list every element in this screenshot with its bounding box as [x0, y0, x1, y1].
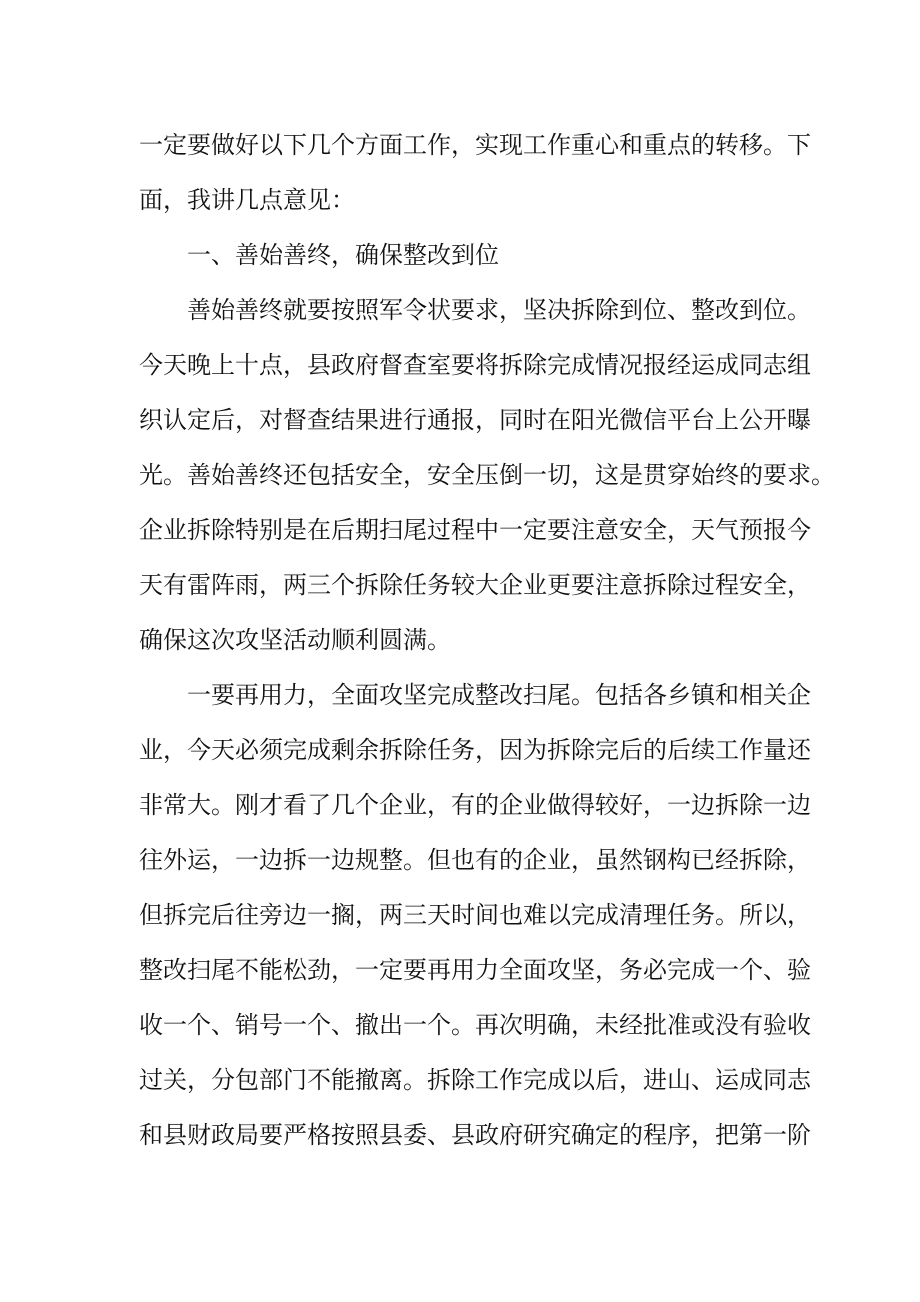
text-line: 非常大。刚才看了几个企业，有的企业做得较好，一边拆除一边	[139, 791, 811, 819]
text-line: 光。善始善终还包括安全，安全压倒一切，这是贯穿始终的要求。	[139, 461, 835, 489]
text-line: 织认定后，对督查结果进行通报，同时在阳光微信平台上公开曝	[139, 406, 811, 434]
text-line: 企业拆除特别是在后期扫尾过程中一定要注意安全，天气预报今	[139, 516, 811, 544]
text-line: 但拆完后往旁边一搁，两三天时间也难以完成清理任务。所以，	[139, 901, 811, 929]
text-line: 整改扫尾不能松劲，一定要再用力全面攻坚，务必完成一个、验	[139, 956, 811, 984]
text-line: 业，今天必须完成剩余拆除任务，因为拆除完后的后续工作量还	[139, 736, 811, 764]
document-body	[139, 118, 835, 1163]
text-line: 往外运，一边拆一边规整。但也有的企业，虽然钢构已经拆除，	[139, 846, 811, 874]
paragraph-start-line: 善始善终就要按照军令状要求，坚决拆除到位、整改到位。	[187, 296, 811, 324]
section-heading: 一、善始善终，确保整改到位	[187, 241, 499, 269]
paragraph-start-line: 一要再用力，全面攻坚完成整改扫尾。包括各乡镇和相关企	[187, 681, 811, 709]
text-line: 天有雷阵雨，两三个拆除任务较大企业更要注意拆除过程安全，	[139, 571, 811, 599]
text-line: 过关，分包部门不能撤离。拆除工作完成以后，进山、运成同志	[139, 1066, 811, 1094]
text-line: 和县财政局要严格按照县委、县政府研究确定的程序，把第一阶	[139, 1121, 811, 1149]
text-line: 今天晚上十点，县政府督查室要将拆除完成情况报经运成同志组	[139, 351, 811, 379]
text-line: 确保这次攻坚活动顺利圆满。	[139, 626, 451, 654]
text-line: 收一个、销号一个、撤出一个。再次明确，未经批准或没有验收	[139, 1011, 811, 1039]
text-line: 一定要做好以下几个方面工作，实现工作重心和重点的转移。下	[139, 131, 811, 159]
text-line: 面，我讲几点意见：	[139, 186, 355, 214]
